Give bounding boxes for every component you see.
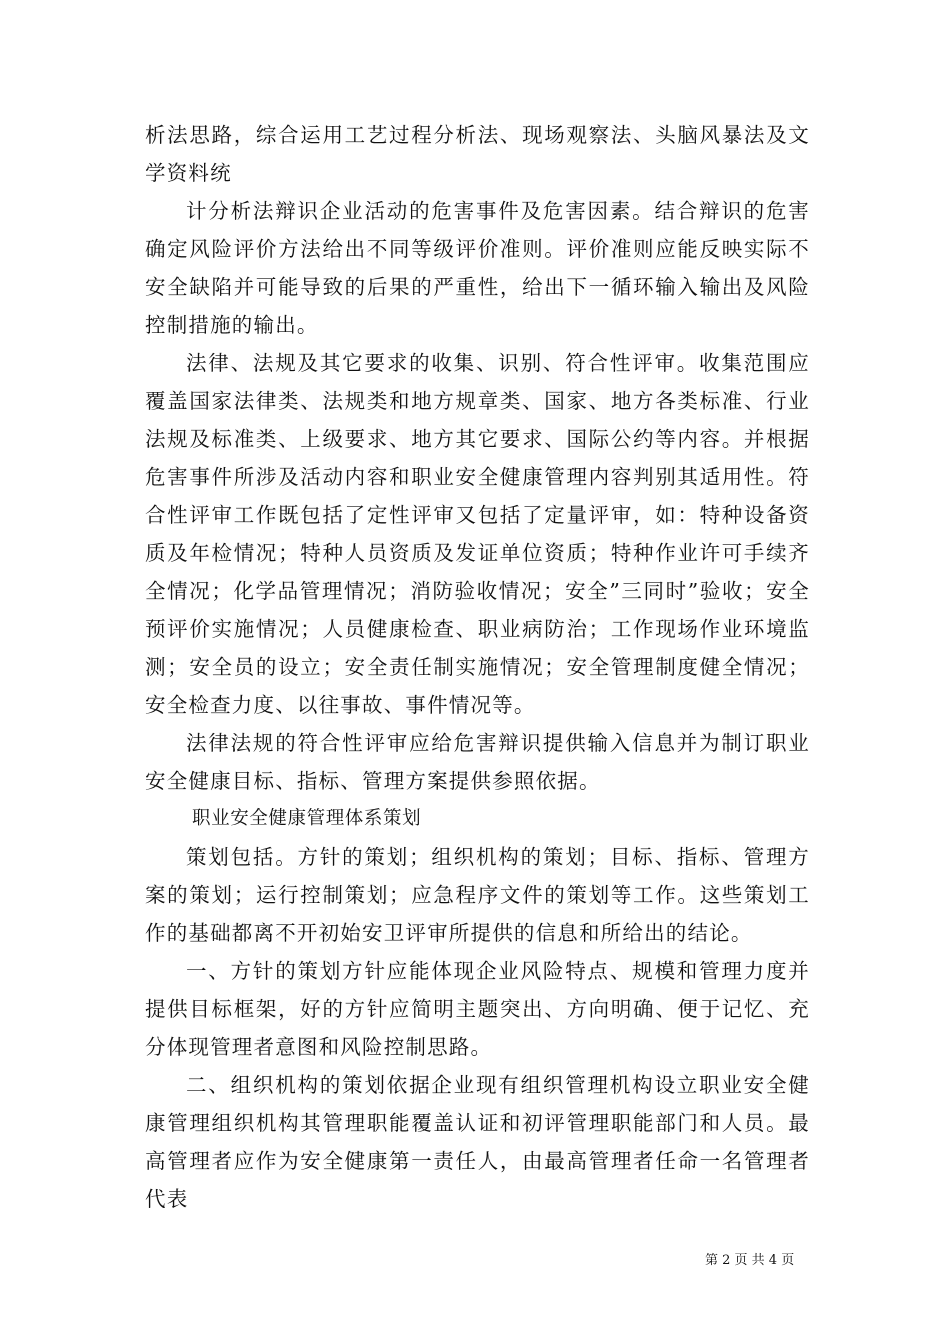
paragraph-6: 策划包括。方针的策划；组织机构的策划；目标、指标、管理方案的策划；运行控制策划；应急程序文件的策划等工作。这些策划工作的基础都离不开初始安卫评审所提供的信息和所给出的结论。 xyxy=(145,845,810,945)
paragraph-7: 一、方针的策划方针应能体现企业风险特点、规模和管理力度并提供目标框架，好的方针应简明主题突出、方向明确、便于记忆、充分体现管理者意图和风险控制思路。 xyxy=(145,959,810,1059)
document-body xyxy=(145,116,810,1218)
paragraph-3: 法律、法规及其它要求的收集、识别、符合性评审。收集范围应覆盖国家法律类、法规类和地方规章类、国家、地方各类标准、行业法规及标准类、上级要求、地方其它要求、国际公约等内容。并根据危害事件所涉及活动内容和职业安全健康管理内容判别其适用性。符合性评审工作既包括了定性评审又包括了定量评审，如：特种设备资质及年检情况；特种人员资质及发证单位资质；特种作业许可手续齐全情况；化学品管理情况；消防验收情况；安全”三同时”验收；安全预评价实施情况；人员健康检查、职业病防治；工作现场作业环境监测；安全员的设立；安全责任制实施情况；安全管理制度健全情况；安全检查力度、以往事故、事件情况等。 xyxy=(145,351,810,717)
paragraph-1: 析法思路，综合运用工艺过程分析法、现场观察法、头脑风暴法及文学资料统 xyxy=(145,123,810,185)
paragraph-8: 二、组织机构的策划依据企业现有组织管理机构设立职业安全健康管理组织机构其管理职能覆盖认证和初评管理职能部门和人员。最高管理者应作为安全健康第一责任人，由最高管理者任命一名管理者代表 xyxy=(145,1073,810,1211)
page-number-footer: 第 2 页 共 4 页 xyxy=(705,1253,795,1268)
section-heading: 职业安全健康管理体系策划 xyxy=(192,808,422,829)
paragraph-4: 法律法规的符合性评审应给危害辩识提供输入信息并为制订职业安全健康目标、指标、管理方案提供参照依据。 xyxy=(145,731,810,793)
paragraph-2: 计分析法辩识企业活动的危害事件及危害因素。结合辩识的危害确定风险评价方法给出不同等级评价准则。评价准则应能反映实际不安全缺陷并可能导致的后果的严重性，给出下一循环输入输出及风险控制措施的输出。 xyxy=(145,199,810,337)
